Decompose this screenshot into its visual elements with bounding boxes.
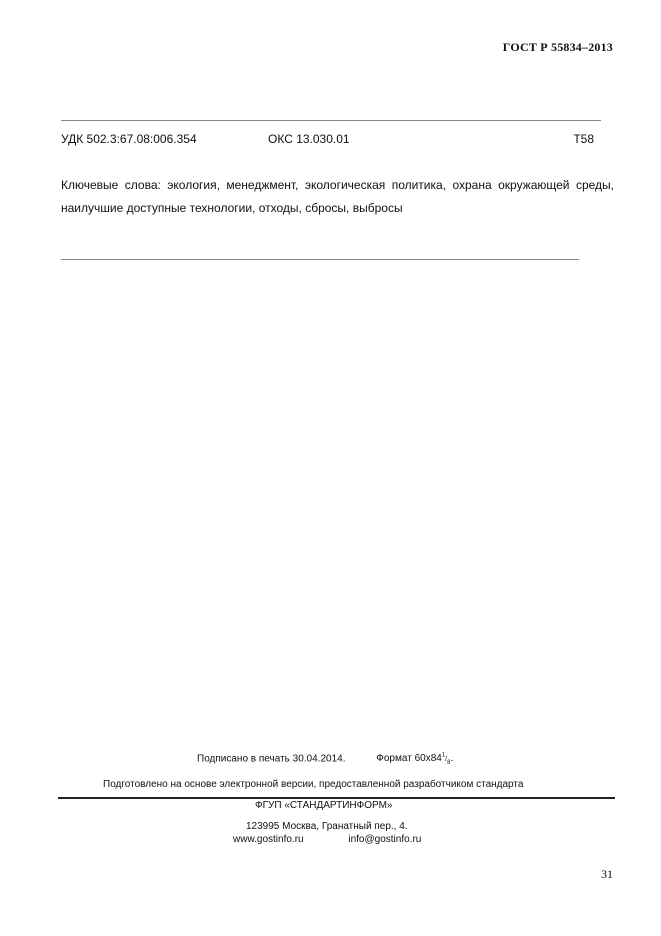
imprint-divider — [58, 797, 615, 799]
email-address: info@gostinfo.ru — [348, 834, 422, 845]
publisher-name: ФГУП «СТАНДАРТИНФОРМ» — [255, 800, 393, 811]
paper-format: Формат $60x84^1/_8$. — [376, 753, 454, 767]
keywords-divider — [61, 259, 579, 260]
standard-code: ГОСТ Р 55834–2013 — [502, 40, 613, 54]
signed-date: Подписано в печать 30.04.2014. — [197, 753, 346, 765]
oks-code: ОКС 13.030.01 — [268, 132, 350, 146]
publisher-address: 123995 Москва, Гранатный пер., 4. — [246, 821, 408, 832]
keywords-paragraph: Ключевые слова: экология, менеджмент, экологическая политика, охрана окружающей среды, наилучшие доступные технологии, отходы, сбросы, выбросы — [61, 178, 614, 215]
format-numerator: 1 — [441, 753, 446, 759]
print-signed-line — [197, 753, 453, 766]
format-label: Формат 60x84 — [376, 753, 442, 765]
website-link: www.gostinfo.ru — [233, 834, 304, 845]
prepared-note: Подготовлено на основе электронной версии, предоставленной разработчиком стандарта — [103, 779, 524, 790]
classification-row — [61, 132, 594, 148]
publisher-contacts — [233, 834, 421, 845]
page-number: 31 — [601, 867, 613, 881]
group-code: Т58 — [573, 132, 594, 146]
udk-code: УДК 502.3:67.08:006.354 — [61, 132, 197, 146]
format-denominator: 8 — [447, 760, 451, 767]
top-divider — [61, 120, 601, 121]
